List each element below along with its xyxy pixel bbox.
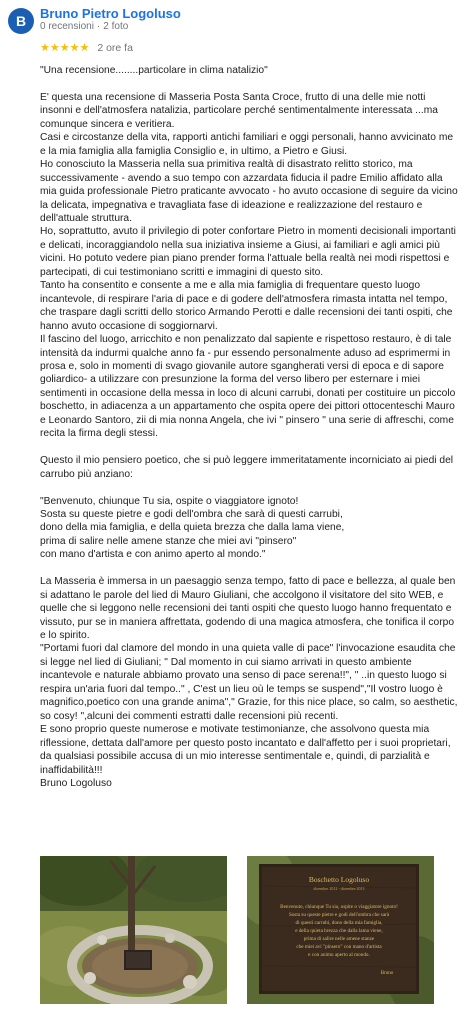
reviewer-meta [40, 21, 128, 32]
review-paragraph: Questo il mio pensiero poetico, che si può leggere immeritatamente incorniciato ai piedi del carrubo più anziano: [40, 455, 454, 480]
plaque-verse-line: Sosta su queste pietre e godi dell'ombra che sarà [288, 912, 390, 918]
reviewer-name[interactable]: Bruno Pietro Logoluso [40, 6, 181, 21]
reviewer-avatar[interactable]: B [8, 8, 34, 34]
plaque-verse-line: e con animo aperto al mondo. [308, 952, 370, 958]
star-rating-icon: ★★★★★ [40, 42, 90, 54]
plaque-date: dicembre 2012 - dicembre 2013 [313, 886, 365, 891]
plaque-verse-line: e della quieta brezza che dalla lama viene, [295, 928, 383, 934]
review-time: 2 ore fa [97, 41, 133, 54]
review-paragraph: "Una recensione........particolare in clima natalizio" [40, 65, 268, 76]
review-paragraph [40, 441, 458, 454]
rating-row [40, 41, 133, 54]
plaque-verse-line: Benvenuto, chiunque Tu sia, ospite o viaggiatore ignoto! [280, 904, 398, 910]
plaque-verse-line: di questi carrubi, dono della mia famiglia, [295, 920, 383, 926]
review-photos [40, 856, 440, 1004]
photos-count: 2 foto [103, 21, 129, 32]
review-paragraph: "Benvenuto, chiunque Tu sia, ospite o viaggiatore ignoto! Sosta su queste pietre e godi dell'ombra che sarà di questi carrubi, dono della mia famiglia, e della quieta brezza che dalla lama viene, prima di salire nelle amene stanze che miei avi "pinsero" con mano d'artista e con animo aperto al mondo." [40, 495, 345, 561]
plaque-photo-image [247, 856, 434, 1004]
review-photo-carob-tree[interactable] [40, 856, 227, 1004]
meta-separator: · [96, 21, 101, 32]
review-paragraph [40, 481, 458, 494]
review-photo-plaque[interactable] [247, 856, 434, 1004]
carob-tree-photo-image [40, 856, 227, 1004]
review-text [40, 64, 458, 790]
plaque-verse-line: prima di salire nelle amene stanze [303, 936, 375, 942]
review-paragraph [40, 77, 458, 90]
reviews-count: 0 recensioni [40, 21, 94, 32]
review-paragraph: La Masseria è immersa in un paesaggio senza tempo, fatto di pace e bellezza, al quale ben si adattano le parole del lied di Mauro Giuliani, che accolgono il visitatore del sito WEB, e quelle che si leggono nelle recensioni dei tanti ospiti che questo luogo hanno frequentato e vissuto, pur se in maniera affrettata, godendo di una magica atmosfera, che tonifica il corpo e lo spirito. "Portami fuori dal clamore del mondo in una quieta valle di pace" l'invocazione esaudita che si legge nel lied di Giuliani; " Dal momento in cui siamo arrivati in questo ambiente incantevole e naturale abbiamo provato una senso di pace serena!!", " ..in questo luogo si respira un'aria fuori dal tempo.." , C'est un lieu où le temps se suspend","Il vostro luogo è magnifico,poetico con una grande anima"," Grazie, for this nice place, so calm, so aesthetic, so cosy! ",alcuni dei commenti estratti dalle recensioni più recenti. E sono proprio queste numerose e motivate testimonianze, che assolvono questa mia riflessione, dettata dall'amore per questo posto incantato e dall'affetto per i suoi proprietari, da qualsiasi possibile accusa di un mio interesse sentimentale e, quindi, di parzialità e inaffidabilità!!! Bruno Logoluso [40, 576, 458, 790]
plaque-title: Boschetto Logoluso [308, 875, 370, 884]
plaque-signature: Bruno [380, 971, 394, 976]
plaque-verse-line: che miei avi "pinsero" con mano d'artista [296, 944, 382, 950]
review-paragraph [40, 562, 458, 575]
review-paragraph: E' questa una recensione di Masseria Posta Santa Croce, frutto di una delle mie notti insonni e dell'atmosfera natalizia, particolare perché sentimentalmente interessata ...ma comunque sincera e veritiera. Casi e circostanze della vita, rapporti antichi familiari e oggi personali, hanno avvicinato me e la mia famiglia alla famiglia Consiglio e, in ultimo, a Pietro e Giusi. Ho conosciuto la Masseria nella sua primitiva realtà di disastrato relitto storico, ma successivamente - avendo a suo tempo con azzardata fiducia il padre Emilio affidato alla mia guida professionale Pietro praticante avvocato - ho avuto occasione di seguire da vicino la delicata, impegnativa e travagliata fase di ideazione e realizzazione del restauro e dell'attuale struttura. Ho, soprattutto, avuto il privilegio di poter confortare Pietro in momenti decisionali importanti e delicati, incoraggiandolo nella sua iniziativa insieme a Giusi, ai familiari e agli amici più vicini. Ho potuto vedere pian piano prender forma l'attuale bella realtà nei modi rispettosi e partecipati, di cui testimoniano scritti e immagini di questo sito. Tanto ha consentito e consente a me e alla mia famiglia di frequentare questo luogo incantevole, di respirare l'aria di pace e di godere dell'atmosfera rimasta intatta nel tempo, che traspare dagli scritti dello storico Armando Perotti e dalle recensioni dei tanti ospiti, che hanno avuto occasione di soggiornarvi. Il fascino del luogo, arricchito e non penalizzato dal sapiente e rispettoso restauro, è di tale intensità da indurmi qualche anno fa - pur essendo personalmente aduso ad esprimermi in prosa e, solo in momenti di svago giovanile autore sgangherati versi di epoca e di sapore goliardico- a utilizzare con presunzione la forma del verso libero per esternare i miei sentimenti in occasione della messa in loco di alcuni carrubi, donati per costituire un piccolo boschetto, in adiacenza a un appartamento che ospita opere dei pittori ottocenteschi Mauro e Leonardo Santoro, zii di mia nonna Angela, che ivi " pinsero " una serie di affreschi, come recita la firma degli stessi. [40, 91, 458, 440]
